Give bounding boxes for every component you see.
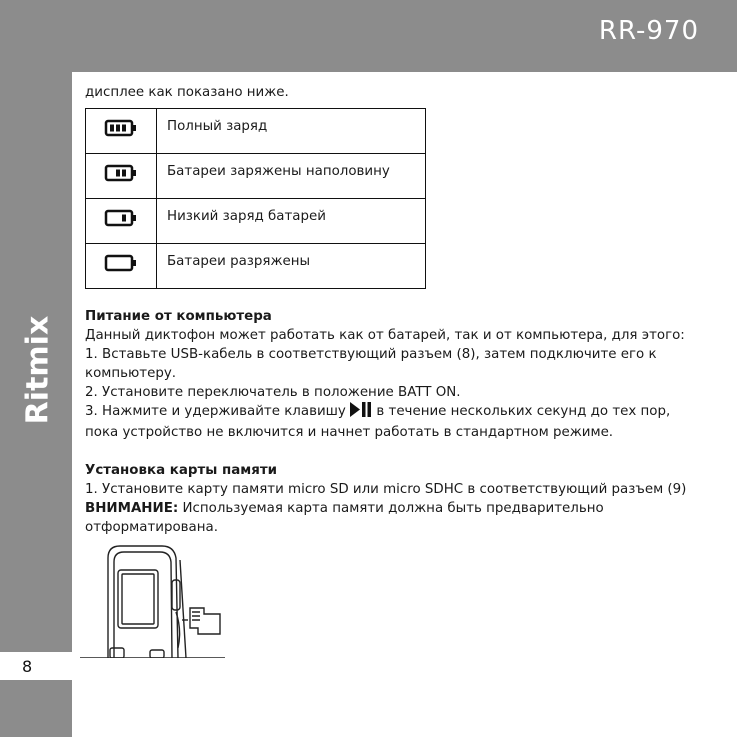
battery-label: Полный заряд xyxy=(157,109,426,154)
page-number-box xyxy=(0,652,72,680)
paragraph-line: 1. Вставьте USB-кабель в соответствующий разъем (8), затем подключите его к xyxy=(85,347,657,362)
table-row xyxy=(86,244,426,289)
warning-line xyxy=(85,499,725,518)
battery-label: Батареи разряжены xyxy=(157,244,426,289)
battery-label: Батареи заряжены наполовину xyxy=(157,154,426,199)
section-memory-card xyxy=(85,461,725,537)
section-heading: Установка карты памяти xyxy=(85,463,277,478)
page-content xyxy=(85,83,725,537)
paragraph-fragment: в течение нескольких секунд до тех пор, xyxy=(376,404,671,419)
page-number: 8 xyxy=(22,657,33,676)
battery-empty-icon xyxy=(86,244,157,289)
intro-text: дисплее как показано ниже. xyxy=(85,85,289,100)
brand-logo: Ritmix xyxy=(20,315,56,425)
battery-half-icon xyxy=(86,154,157,199)
warning-label: ВНИМАНИЕ: xyxy=(85,501,179,516)
paragraph-line: Данный диктофон может работать как от батарей, так и от компьютера, для этого: xyxy=(85,328,685,343)
paragraph-line: пока устройство не включится и начнет работать в стандартном режиме. xyxy=(85,425,614,440)
battery-full-icon xyxy=(86,109,157,154)
paragraph-line: отформатирована. xyxy=(85,520,218,535)
paragraph-line xyxy=(85,402,725,423)
table-row xyxy=(86,199,426,244)
paragraph-line: 1. Установите карту памяти micro SD или micro SDHC в соответствующий разъем (9) xyxy=(85,482,687,497)
battery-low-icon xyxy=(86,199,157,244)
warning-text: Используемая карта памяти должна быть предварительно xyxy=(182,501,604,516)
battery-label: Низкий заряд батарей xyxy=(157,199,426,244)
section-pc-power xyxy=(85,307,725,442)
model-title: RR-970 xyxy=(598,16,699,46)
play-pause-icon xyxy=(350,402,372,423)
paragraph-line: компьютеру. xyxy=(85,366,177,381)
paragraph-fragment: 3. Нажмите и удерживайте клавишу xyxy=(85,404,346,419)
battery-table xyxy=(85,108,426,289)
table-row xyxy=(86,109,426,154)
section-heading: Питание от компьютера xyxy=(85,309,272,324)
device-card-illustration xyxy=(80,540,225,658)
paragraph-line: 2. Установите переключатель в положение BATT ON. xyxy=(85,385,461,400)
table-row xyxy=(86,154,426,199)
